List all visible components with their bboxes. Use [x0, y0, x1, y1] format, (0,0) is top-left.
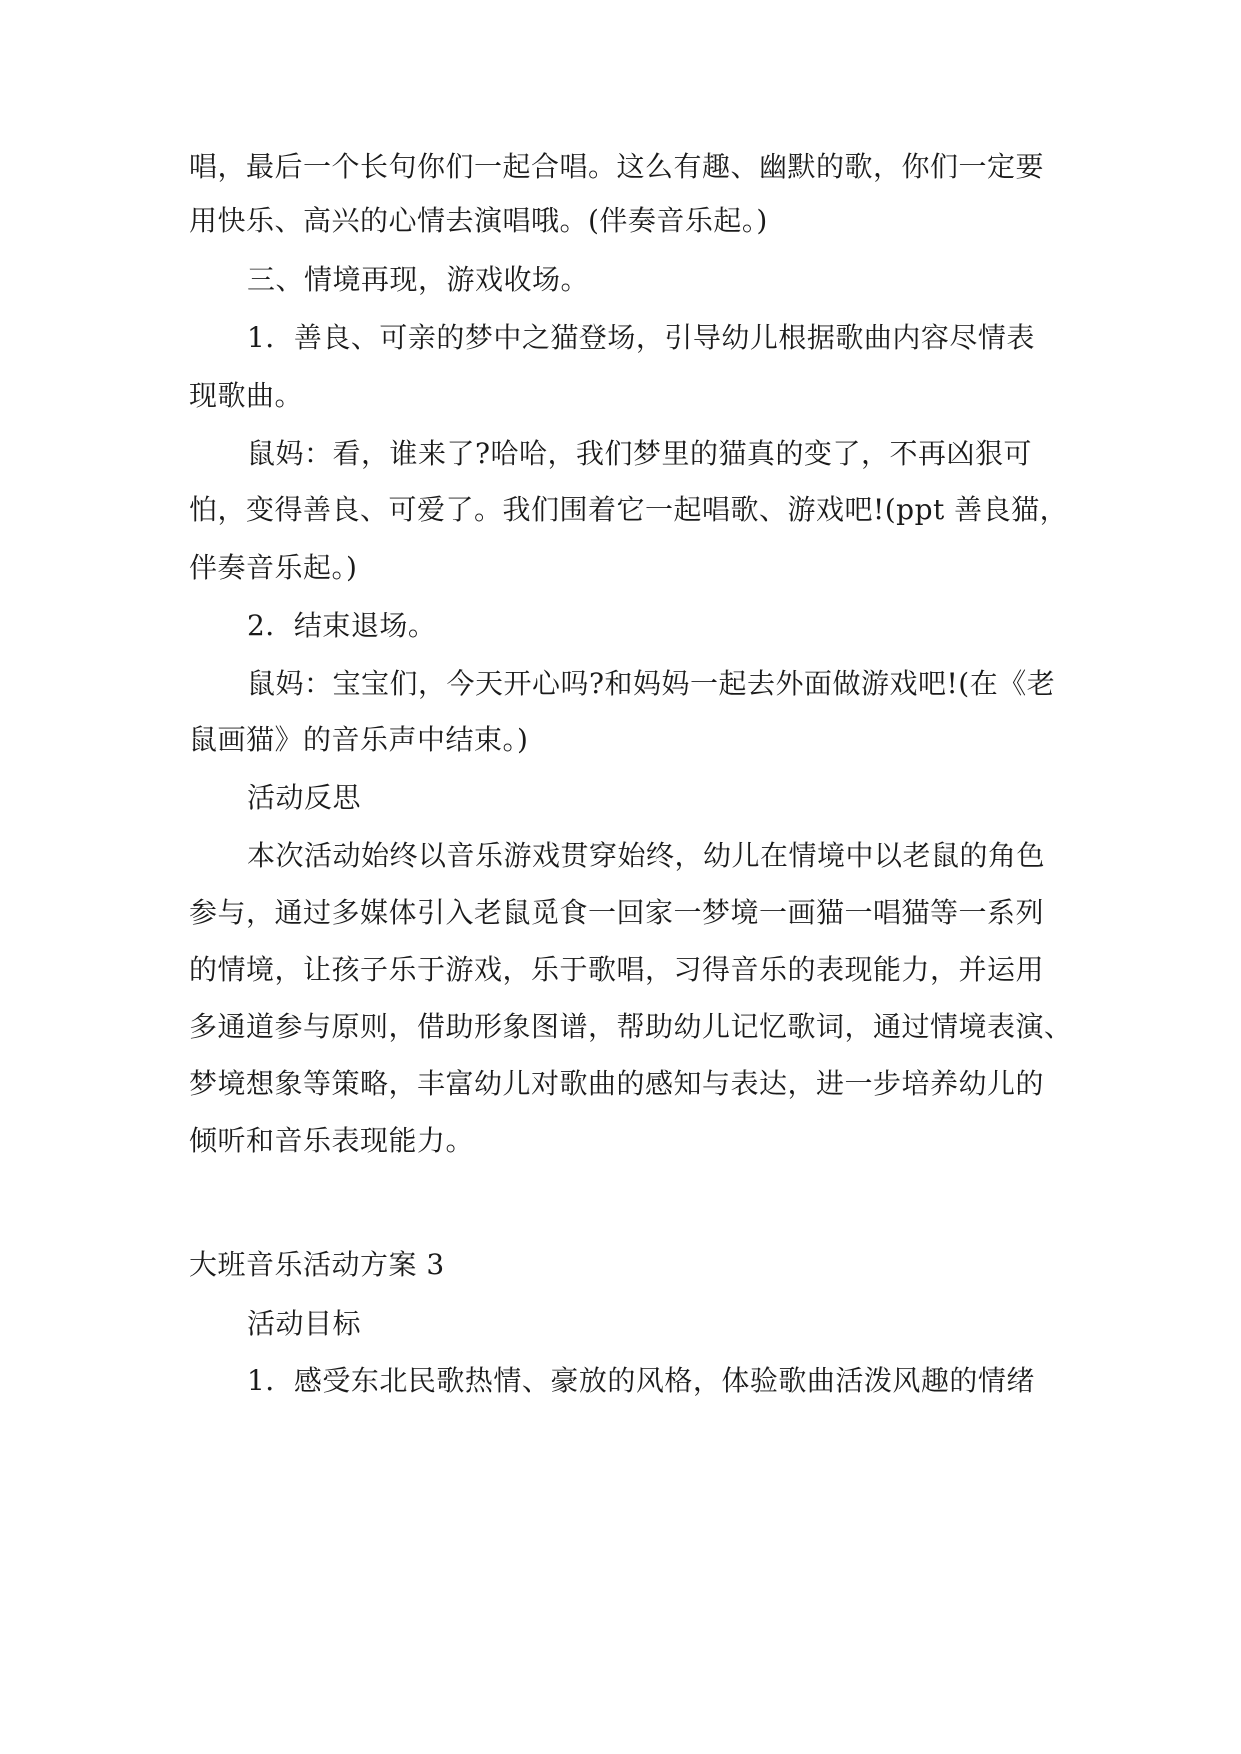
paragraph-line: 怕，变得善良、可爱了。我们围着它一起唱歌、游戏吧!(ppt 善良猫， — [189, 493, 1069, 526]
document-title: 大班音乐活动方案 3 — [189, 1248, 445, 1281]
paragraph-line: 倾听和音乐表现能力。 — [189, 1124, 475, 1157]
paragraph-line: 1．感受东北民歌热情、豪放的风格，体验歌曲活泼风趣的情绪 — [247, 1364, 1035, 1397]
section-heading: 活动目标 — [247, 1307, 362, 1340]
section-heading: 活动反思 — [247, 781, 362, 814]
paragraph-line: 伴奏音乐起。) — [189, 551, 358, 584]
paragraph-line: 唱，最后一个长句你们一起合唱。这么有趣、幽默的歌，你们一定要 — [189, 150, 1045, 183]
paragraph-line: 梦境想象等策略，丰富幼儿对歌曲的感知与表达，进一步培养幼儿的 — [189, 1067, 1045, 1100]
paragraph-line: 参与，通过多媒体引入老鼠觅食一回家一梦境一画猫一唱猫等一系列 — [189, 896, 1045, 929]
paragraph-line: 1．善良、可亲的梦中之猫登场，引导幼儿根据歌曲内容尽情表 — [247, 321, 1035, 354]
paragraph-line: 2．结束退场。 — [247, 609, 437, 642]
section-heading: 三、情境再现，游戏收场。 — [247, 263, 590, 296]
paragraph-line: 鼠画猫》的音乐声中结束。) — [189, 723, 529, 756]
paragraph-line: 鼠妈：宝宝们，今天开心吗?和妈妈一起去外面做游戏吧!(在《老 — [247, 667, 1056, 700]
paragraph-line: 用快乐、高兴的心情去演唱哦。(伴奏音乐起。) — [189, 204, 768, 237]
paragraph-line: 本次活动始终以音乐游戏贯穿始终，幼儿在情境中以老鼠的角色 — [247, 839, 1046, 872]
paragraph-line: 多通道参与原则，借助形象图谱，帮助幼儿记忆歌词，通过情境表演、 — [189, 1010, 1073, 1043]
paragraph-line: 的情境，让孩子乐于游戏，乐于歌唱，习得音乐的表现能力，并运用 — [189, 953, 1045, 986]
paragraph-line: 鼠妈：看，谁来了?哈哈，我们梦里的猫真的变了，不再凶狠可 — [247, 437, 1033, 470]
paragraph-line: 现歌曲。 — [189, 379, 304, 412]
